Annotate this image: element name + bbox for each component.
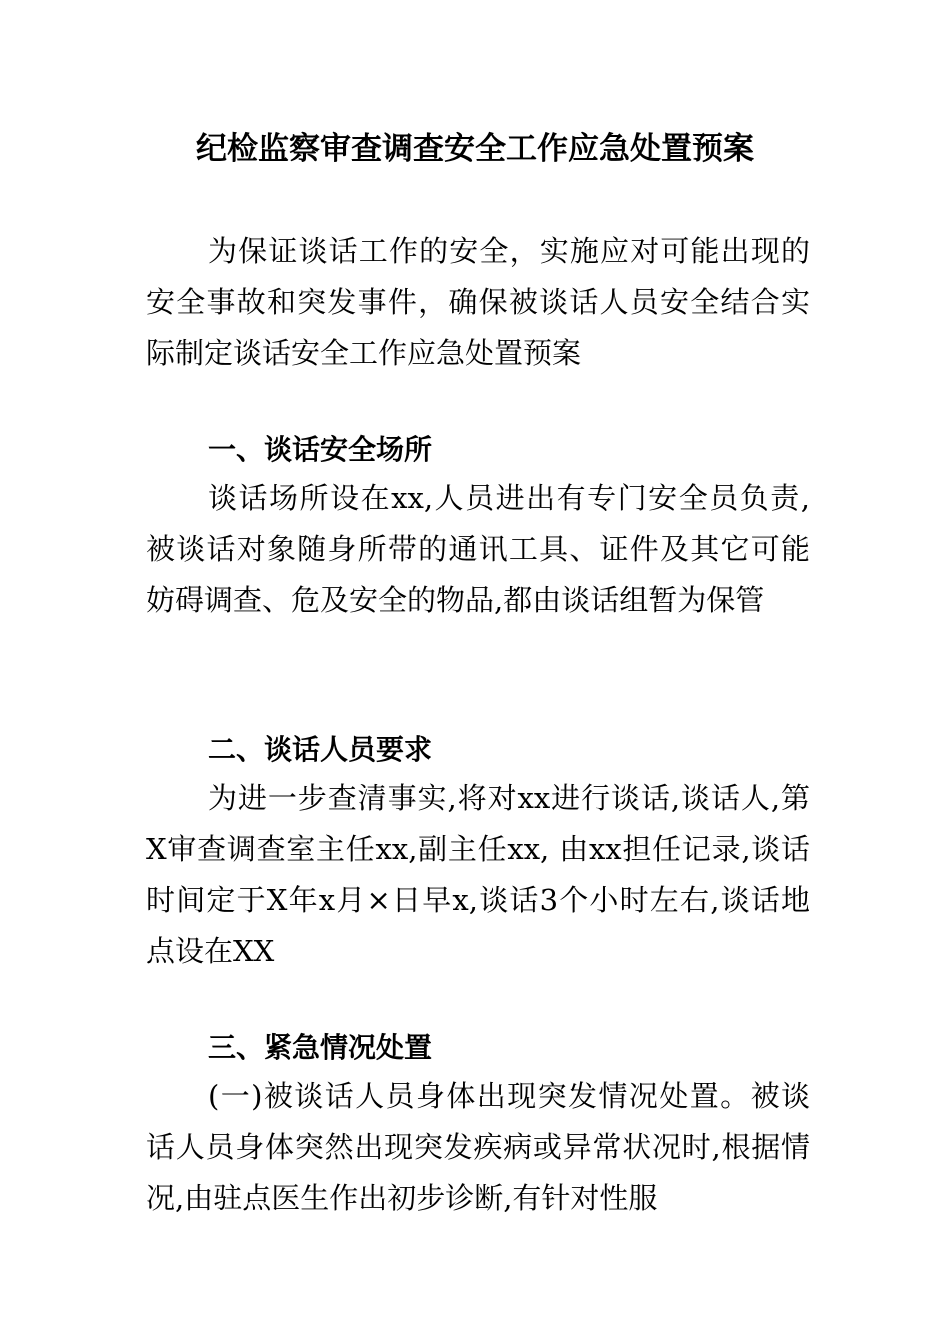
section-2-heading: 二、谈话人员要求 — [208, 733, 433, 766]
section-1-body: 谈话场所设在xx,人员进出有专门安全员负责,被谈话对象随身所带的通讯工具、证件及其它可能妨碍调查、危及安全的物品,都由谈话组暂为保管 — [146, 481, 810, 617]
section-3-body: (一)被谈话人员身体出现突发情况处置。被谈话人员身体突然出现突发疾病或异常状况时,根据情况,由驻点医生作出初步诊断,有针对性服 — [146, 1079, 810, 1215]
section-2-body: 为进一步查清事实,将对xx进行谈话,谈话人,第X审查调查室主任xx,副主任xx, 由xx担任记录,谈话时间定于X年x月×日早x,谈话3个小时左右,谈话地点设在XX — [146, 781, 810, 968]
document-title: 纪检监察审查调查安全工作应急处置预案 — [196, 131, 754, 167]
section-1-heading: 一、谈话安全场所 — [208, 433, 433, 466]
intro-paragraph: 为保证谈话工作的安全，实施应对可能出现的安全事故和突发事件，确保被谈话人员安全结合实际制定谈话安全工作应急处置预案 — [146, 234, 810, 370]
section-3-heading: 三、紧急情况处置 — [208, 1031, 433, 1064]
